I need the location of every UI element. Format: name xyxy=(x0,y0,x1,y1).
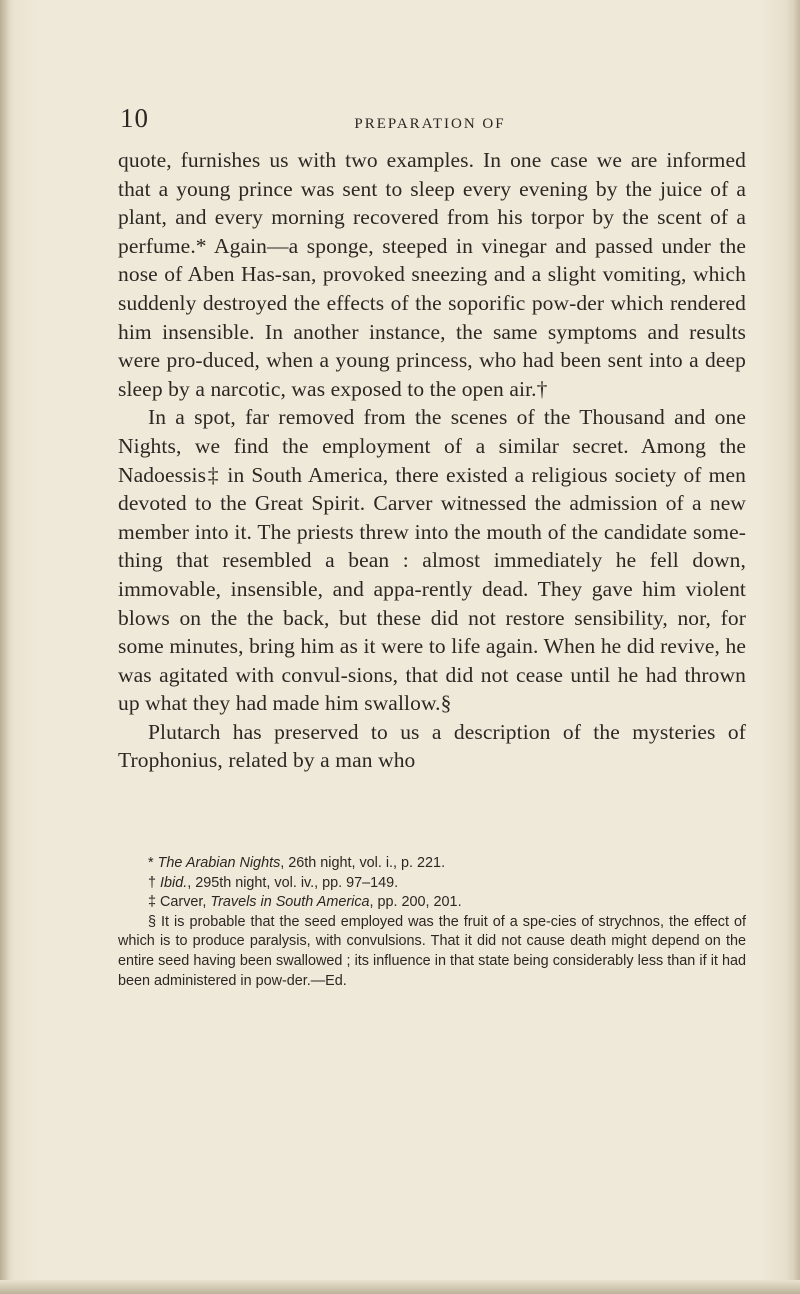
page-left-edge xyxy=(0,0,10,1294)
footnote-1-mark: * xyxy=(148,855,158,871)
footnote-2-rest: , 295th night, vol. iv., pp. 97–149. xyxy=(187,874,399,891)
page-header xyxy=(120,103,740,143)
footnote-2-title: Ibid. xyxy=(160,874,188,891)
page-bottom-edge xyxy=(0,1280,800,1294)
running-head: PREPARATION OF xyxy=(354,116,506,132)
footnote-3-mark: ‡ Carver, xyxy=(148,894,211,911)
footnote-3-rest: , pp. 200, 201. xyxy=(369,894,462,911)
footnote-2 xyxy=(118,874,746,894)
page-number: 10 xyxy=(120,103,149,133)
footnote-2-mark: † xyxy=(148,874,161,891)
footnote-1 xyxy=(118,854,746,874)
paragraph-1: quote, furnishes us with two examples. In one case we are informed that a young prince was sent to sleep every evening by the juice of a plant, and every morning recovered from his torpor by the scent of a perfume.* Again—a sponge, steeped in vinegar and passed under the nose of Aben Has-san, provoked sneezing and a slight vomiting, which suddenly destroyed the effects of the soporific pow-der which rendered him insensible. In another instance, the same symptoms and results were pro-duced, when a young princess, who had been sent into a deep sleep by a narcotic, was exposed to the open air.† xyxy=(118,148,746,401)
footnote-3 xyxy=(118,893,746,913)
paragraph-3: Plutarch has preserved to us a description of the mysteries of Trophonius, related by a man who xyxy=(118,719,746,773)
paragraph-2: In a spot, far removed from the scenes of the Thousand and one Nights, we find the employment of a similar secret. Among the Nadoessis‡ in South America, there existed a religious society of men devoted to the Great Spirit. Carver witnessed the admission of a new member into it. The priests threw into the mouth of the candidate some-thing that resembled a bean : almost immediately he fell down, immovable, insensible, and appa-rently dead. They gave him violent blows on the the back, but these did not restore sensibility, nor, for some minutes, bring him as it were to life again. When he did revive, he was agitated with convul-sions, that did not cease until he had thrown up what they had made him swallow.§ xyxy=(118,405,746,716)
footnote-4: § It is probable that the seed employed was the fruit of a spe-cies of strychnos, the effect of which is to produce paralysis, with convulsions. That it did not cause death might depend on the entire seed having been swallowed ; its influence in that state being considerably less than if it had been administered in pow-der.—Ed. xyxy=(118,913,746,989)
page-right-edge xyxy=(792,0,800,1294)
footnote-3-title: Travels in South America xyxy=(210,894,370,911)
footnote-1-rest: , 26th night, vol. i., p. 221. xyxy=(280,855,446,871)
footnote-1-title: The Arabian Nights xyxy=(157,855,281,871)
footnotes xyxy=(118,854,746,991)
body-text xyxy=(118,146,746,775)
